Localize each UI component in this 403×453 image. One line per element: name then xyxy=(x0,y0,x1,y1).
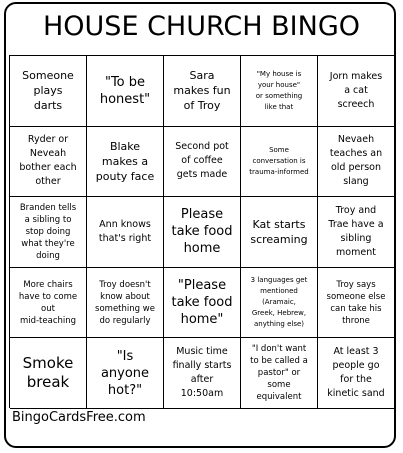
cell-text: Sara makes fun of Troy xyxy=(173,69,231,113)
cell-text: Nevaeh teaches an old person slang xyxy=(329,134,383,188)
bingo-cell[interactable] xyxy=(318,56,395,127)
bingo-cell[interactable] xyxy=(241,127,318,198)
bingo-cell[interactable] xyxy=(87,56,164,127)
cell-text: Someone plays darts xyxy=(22,69,74,113)
bingo-cell[interactable] xyxy=(10,338,87,409)
cell-text: 3 languages get mentioned (Aramaic, Greek, Hebrew, anything else) xyxy=(250,276,308,329)
bingo-cell[interactable] xyxy=(164,338,241,409)
bingo-cell[interactable] xyxy=(318,268,395,339)
bingo-grid xyxy=(9,55,394,408)
bingo-cell[interactable] xyxy=(164,197,241,268)
cell-text: Second pot of coffee gets made xyxy=(175,141,229,181)
cell-text: "Please take food home" xyxy=(171,278,233,328)
bingo-cell[interactable] xyxy=(87,338,164,409)
cell-text: Kat starts screaming xyxy=(250,217,308,246)
bingo-cell[interactable] xyxy=(10,268,87,339)
cell-text: Ryder or Neveah bother each other xyxy=(19,134,77,188)
cell-text: "To be honest" xyxy=(99,74,151,107)
cell-text: "My house is your house" or something like that xyxy=(255,69,303,111)
cell-text: Smoke break xyxy=(22,354,74,392)
footer-credit: BingoCardsFree.com xyxy=(12,410,146,425)
cell-text: Please take food home xyxy=(171,207,233,257)
cell-text: "Is anyone hot?" xyxy=(100,348,150,398)
bingo-cell[interactable] xyxy=(318,127,395,198)
bingo-cell[interactable] xyxy=(87,127,164,198)
cell-text: Some conversation is trauma-informed xyxy=(249,145,309,176)
bingo-cell[interactable] xyxy=(164,268,241,339)
cell-text: At least 3 people go for the kinetic sand xyxy=(327,346,385,400)
cell-text: "I don't want to be called a pastor" or some equivalent xyxy=(250,344,308,403)
bingo-cell[interactable] xyxy=(318,338,395,409)
cell-text: Music time finally starts after 10:50am xyxy=(172,346,232,400)
bingo-cell[interactable] xyxy=(10,56,87,127)
bingo-cell[interactable] xyxy=(241,56,318,127)
bingo-cell[interactable] xyxy=(164,127,241,198)
cell-text: Troy says someone else can take his throne xyxy=(326,279,386,326)
cell-text: Blake makes a pouty face xyxy=(95,139,155,183)
bingo-cell[interactable] xyxy=(10,197,87,268)
cell-text: Jorn makes a cat screech xyxy=(329,70,383,110)
bingo-cell[interactable] xyxy=(10,127,87,198)
cell-text: Troy doesn't know about something we do regularly xyxy=(95,279,155,326)
bingo-cell[interactable] xyxy=(241,338,318,409)
bingo-cell[interactable] xyxy=(87,268,164,339)
cell-text: Troy and Trae have a sibling moment xyxy=(328,204,384,258)
bingo-cell[interactable] xyxy=(241,268,318,339)
card-title: HOUSE CHURCH BINGO xyxy=(42,11,361,42)
cell-text: More chairs have to come out mid-teaching xyxy=(18,279,78,326)
bingo-cell[interactable] xyxy=(87,197,164,268)
bingo-cell[interactable] xyxy=(241,197,318,268)
bingo-cell[interactable] xyxy=(164,56,241,127)
cell-text: Ann knows that's right xyxy=(98,218,152,244)
cell-text: Branden tells a sibling to stop doing what they're doing xyxy=(19,202,77,261)
bingo-cell[interactable] xyxy=(318,197,395,268)
